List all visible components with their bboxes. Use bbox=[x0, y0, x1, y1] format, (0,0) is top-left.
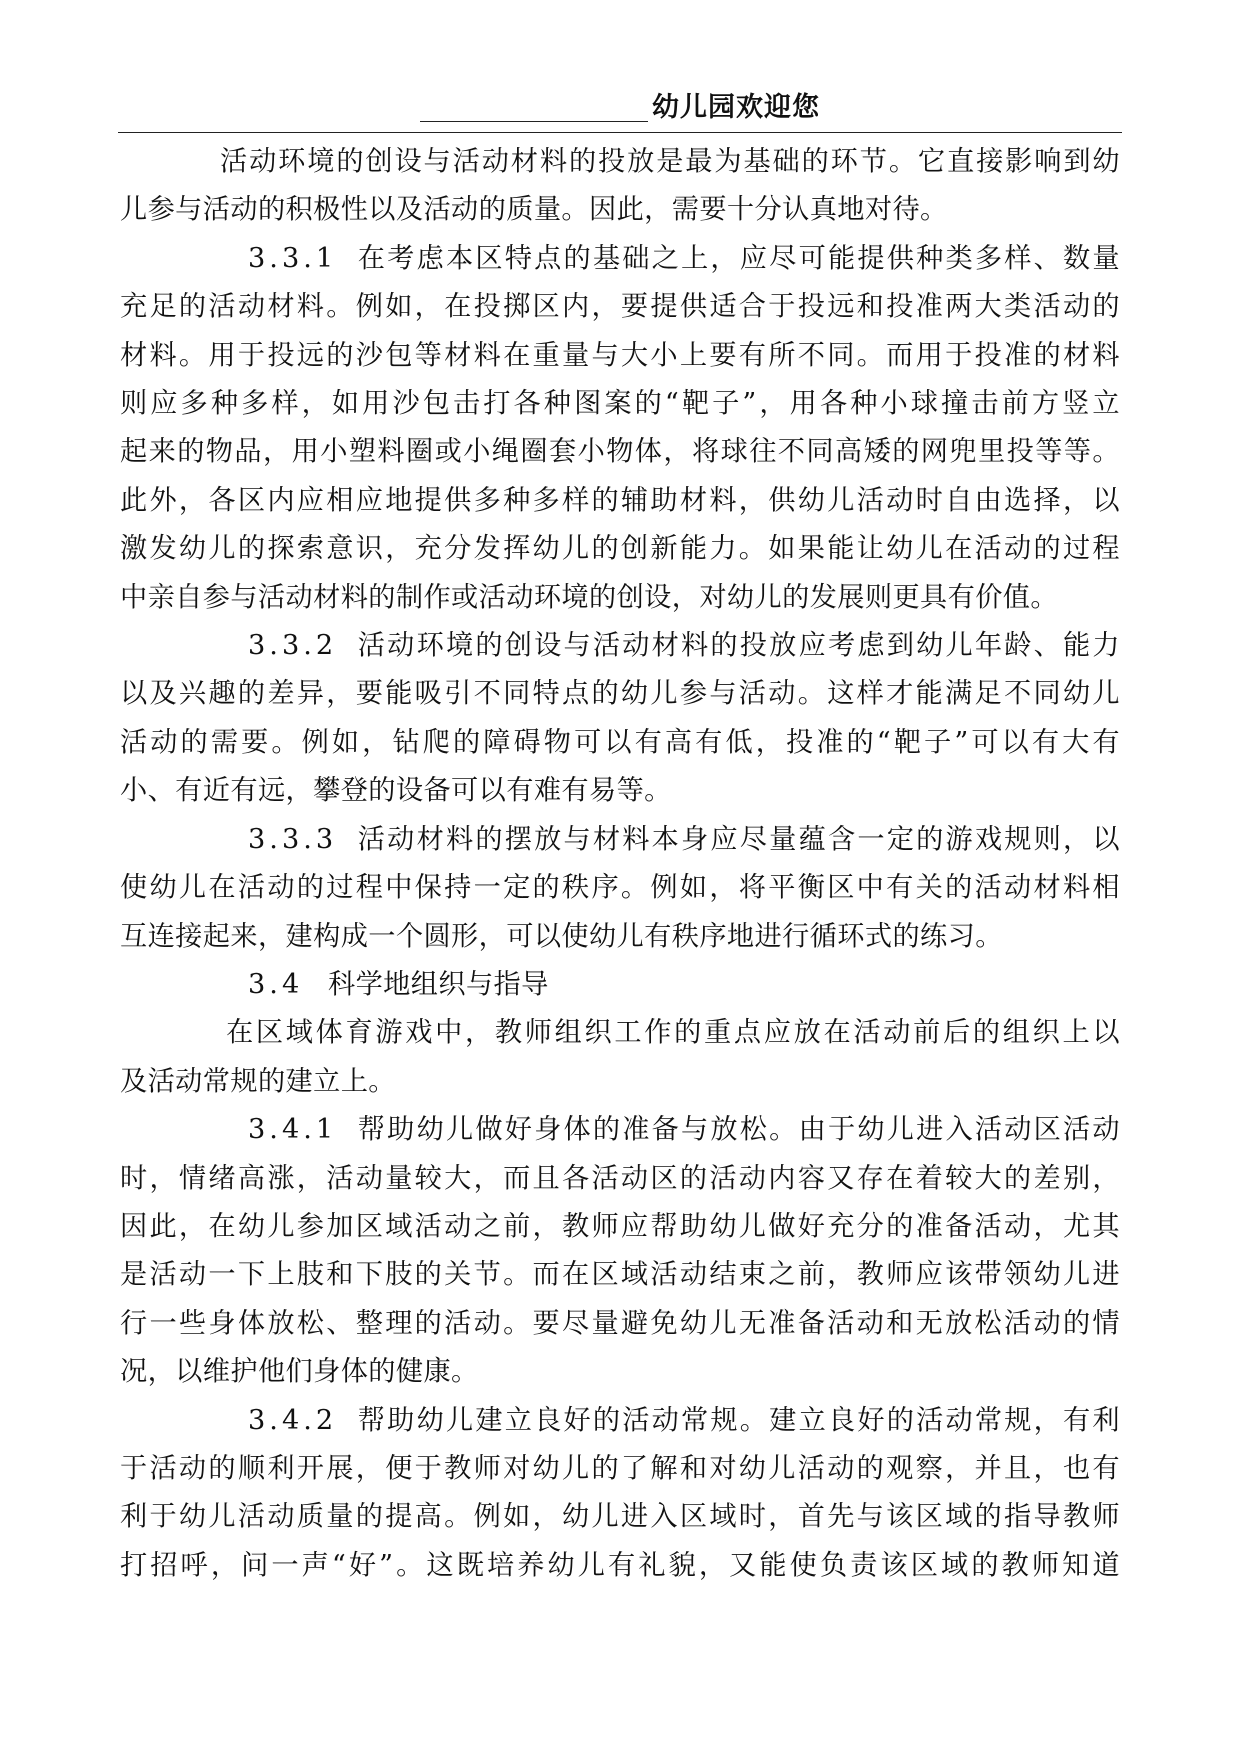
text-line: 小、有近有远，攀登的设备可以有难有易等。 bbox=[120, 775, 672, 807]
text-line: 使幼儿在活动的过程中保持一定的秩序。例如，将平衡区中有关的活动材料相 bbox=[120, 872, 1120, 904]
section-number: 3.3.2 bbox=[248, 630, 338, 662]
section-number: 3.4.2 bbox=[248, 1404, 338, 1436]
document-body bbox=[120, 138, 1120, 1590]
text-segment: 帮助幼儿做好身体的准备与放松。由于幼儿进入活动区活动 bbox=[356, 1114, 1120, 1146]
text-line: 互连接起来，建构成一个圆形，可以使幼儿有秩序地进行循环式的练习。 bbox=[120, 920, 1003, 952]
paragraph bbox=[120, 138, 1120, 235]
text-segment: 在考虑本区特点的基础之上，应尽可能提供种类多样、数量 bbox=[356, 242, 1120, 274]
text-line: 于活动的顺利开展，便于教师对幼儿的了解和对幼儿活动的观察，并且，也有 bbox=[120, 1452, 1120, 1484]
text-line bbox=[120, 816, 1120, 864]
paragraph-3-3-3 bbox=[120, 816, 1120, 961]
text-line: 因此，在幼儿参加区域活动之前，教师应帮助幼儿做好充分的准备活动，尤其 bbox=[120, 1210, 1120, 1242]
text-line: 中亲自参与活动材料的制作或活动环境的创设，对幼儿的发展则更具有价值。 bbox=[120, 581, 1058, 613]
text-line: 在区域体育游戏中，教师组织工作的重点应放在活动前后的组织上以 bbox=[226, 1017, 1120, 1049]
paragraph bbox=[120, 1009, 1120, 1106]
section-number: 3.3.1 bbox=[248, 242, 338, 274]
text-line: 况，以维护他们身体的健康。 bbox=[120, 1356, 479, 1388]
paragraph-3-3-2 bbox=[120, 622, 1120, 816]
text-line: 儿参与活动的积极性以及活动的质量。因此，需要十分认真地对待。 bbox=[120, 194, 948, 226]
text-line: 则应多种多样，如用沙包击打各种图案的“靶子”，用各种小球撞击前方竖立 bbox=[120, 388, 1120, 420]
paragraph-3-3-1 bbox=[120, 235, 1120, 622]
text-line: 是活动一下上肢和下肢的关节。而在区域活动结束之前，教师应该带领幼儿进 bbox=[120, 1259, 1120, 1291]
text-line bbox=[120, 235, 1120, 283]
text-line: 及活动常规的建立上。 bbox=[120, 1065, 396, 1097]
text-line: 打招呼，问一声“好”。这既培养幼儿有礼貌，又能使负责该区域的教师知道 bbox=[120, 1549, 1120, 1581]
text-line: 激发幼儿的探索意识，充分发挥幼儿的创新能力。如果能让幼儿在活动的过程 bbox=[120, 533, 1120, 565]
section-heading-text: 科学地组织与指导 bbox=[328, 968, 549, 1000]
text-line: 时，情绪高涨，活动量较大，而且各活动区的活动内容又存在着较大的差别， bbox=[120, 1162, 1120, 1194]
text-line: 利于幼儿活动质量的提高。例如，幼儿进入区域时，首先与该区域的指导教师 bbox=[120, 1501, 1120, 1533]
text-line: 起来的物品，用小塑料圈或小绳圈套小物体，将球往不同高矮的网兜里投等等。 bbox=[120, 436, 1120, 468]
text-segment: 帮助幼儿建立良好的活动常规。建立良好的活动常规，有利 bbox=[356, 1404, 1120, 1436]
header-blank-line bbox=[420, 91, 648, 122]
text-line: 此外，各区内应相应地提供多种多样的辅助材料，供幼儿活动时自由选择，以 bbox=[120, 484, 1120, 516]
text-line bbox=[120, 961, 1120, 1009]
paragraph-3-4-1 bbox=[120, 1106, 1120, 1396]
text-segment: 活动环境的创设与活动材料的投放应考虑到幼儿年龄、能力 bbox=[356, 630, 1120, 662]
page-header bbox=[118, 88, 1122, 133]
text-line: 充足的活动材料。例如，在投掷区内，要提供适合于投远和投准两大类活动的 bbox=[120, 291, 1120, 323]
header-title: 幼儿园欢迎您 bbox=[652, 92, 820, 123]
text-line: 活动环境的创设与活动材料的投放是最为基础的环节。它直接影响到幼 bbox=[220, 146, 1120, 177]
text-line: 材料。用于投远的沙包等材料在重量与大小上要有所不同。而用于投准的材料 bbox=[120, 339, 1120, 371]
text-segment: 活动材料的摆放与材料本身应尽量蕴含一定的游戏规则，以 bbox=[356, 823, 1120, 855]
section-number: 3.4 bbox=[248, 968, 304, 1000]
section-heading-3-4 bbox=[120, 961, 1120, 1009]
section-number: 3.3.3 bbox=[248, 823, 338, 855]
text-line bbox=[120, 1106, 1120, 1154]
text-line: 活动的需要。例如，钻爬的障碍物可以有高有低，投准的“靶子”可以有大有 bbox=[120, 726, 1120, 758]
paragraph-3-4-2 bbox=[120, 1397, 1120, 1591]
text-line: 行一些身体放松、整理的活动。要尽量避免幼儿无准备活动和无放松活动的情 bbox=[120, 1307, 1120, 1339]
section-number: 3.4.1 bbox=[248, 1114, 338, 1146]
text-line: 以及兴趣的差异，要能吸引不同特点的幼儿参与活动。这样才能满足不同幼儿 bbox=[120, 678, 1120, 710]
text-line bbox=[120, 622, 1120, 670]
text-line bbox=[120, 1397, 1120, 1445]
